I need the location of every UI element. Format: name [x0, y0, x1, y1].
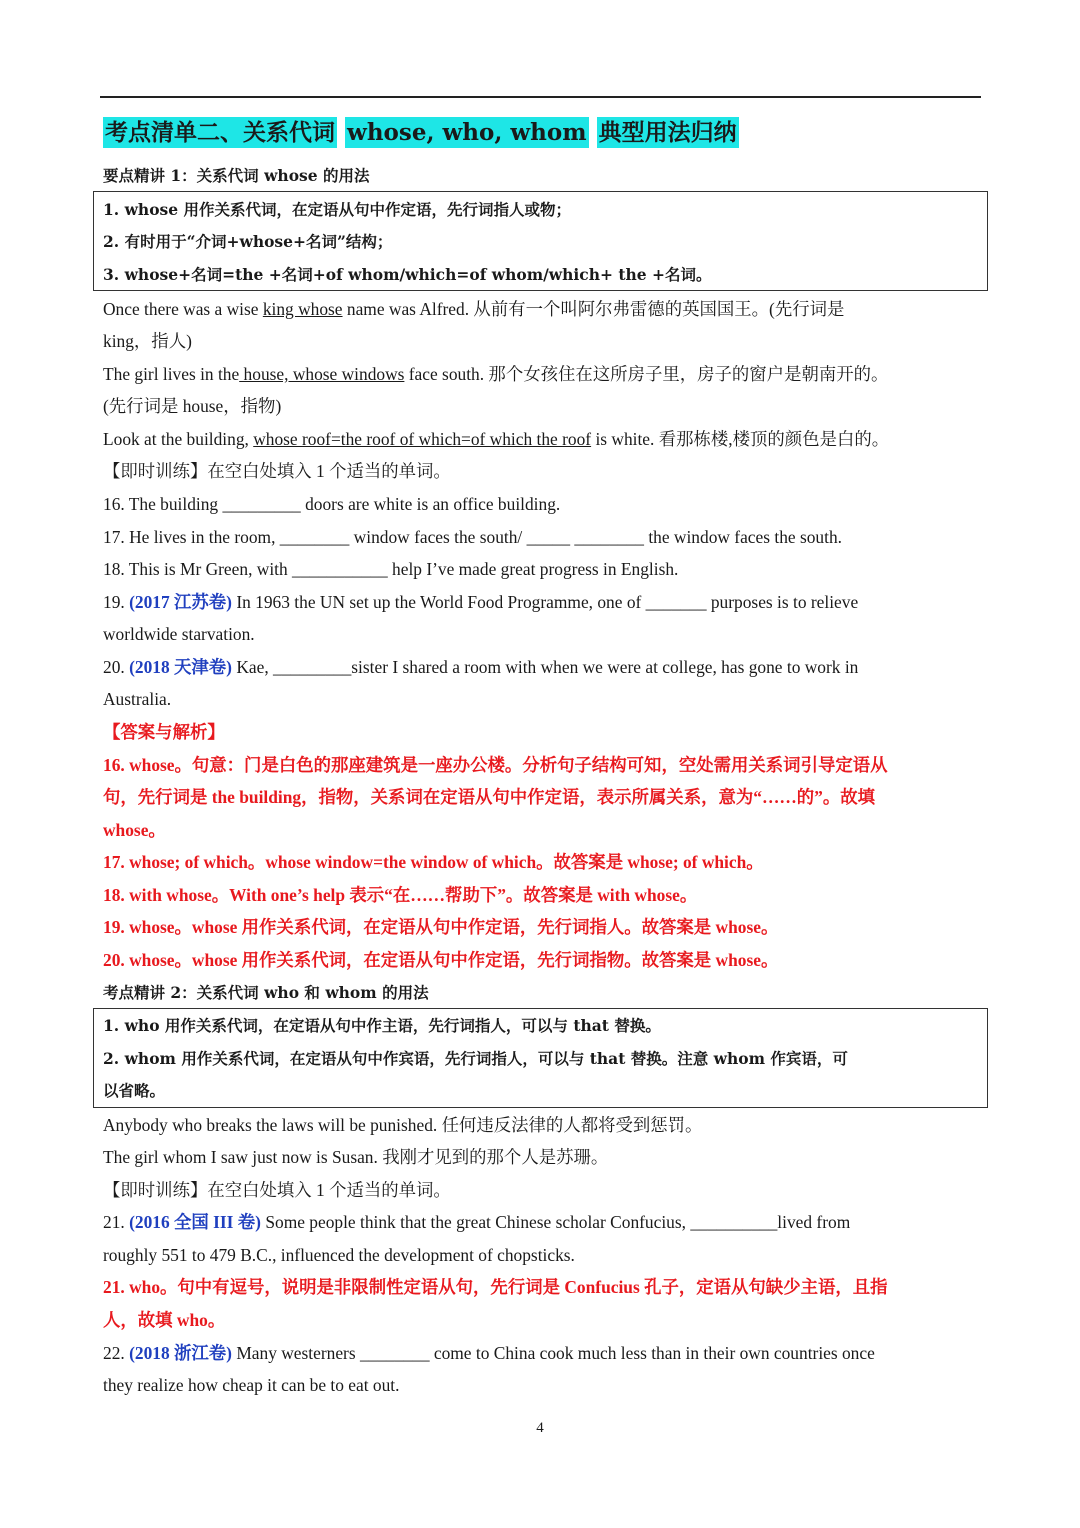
answer-16-line1: 16. whose。句意：门是白色的那座建筑是一座办公楼。分析句子结构可知，空处需用关系词引导定语从: [103, 755, 888, 775]
answer-17: 17. whose; of which。whose window=the window of which。故答案是 whose; of which。: [103, 852, 764, 872]
title-part2: whose, who, whom: [347, 119, 587, 146]
section2-heading: 考点精讲 2：关系代词 who 和 whom 的用法: [103, 983, 429, 1002]
answer-18: 18. with whose。With one’s help 表示“在……帮助下”。故答案是 with whose。: [103, 885, 698, 905]
practice-label-1: 【即时训练】在空白处填入 1 个适当的单词。: [103, 461, 451, 481]
source-tag: (2018 天津卷): [129, 657, 232, 677]
question-19-line1: 19. (2017 江苏卷) In 1963 the UN set up the World Food Programme, one of _______ purposes is to relieve: [103, 592, 859, 612]
page-number: 4: [536, 1420, 544, 1436]
example-1-line1: Once there was a wise king whose name was Alfred. 从前有一个叫阿尔弗雷德的英国国王。(先行词是: [103, 299, 845, 319]
example-1-line2: king，指人): [103, 331, 192, 351]
example-who: Anybody who breaks the laws will be punished. 任何违反法律的人都将受到惩罚。: [103, 1115, 703, 1135]
answer-20: 20. whose。whose 用作关系代词，在定语从句中作定语，先行词指物。故答案是 whose。: [103, 950, 779, 970]
question-22-line1: 22. (2018 浙江卷) Many westerners ________ come to China cook much less than in their own countries once: [103, 1343, 875, 1363]
answer-16-line2: 句，先行词是 the building，指物，关系词在定语从句中作定语，表示所属关系，意为“……的”。故填: [103, 787, 875, 807]
answer-21-line1: 21. who。句中有逗号，说明是非限制性定语从句，先行词是 Confucius 孔子，定语从句缺少主语，且指: [103, 1277, 888, 1297]
section1-heading: 要点精讲 1：关系代词 whose 的用法: [103, 166, 370, 185]
rule-whom-line1: 2. whom 用作关系代词，在定语从句中作宾语，先行词指人，可以与 that 替换。注意 whom 作宾语，可: [103, 1049, 848, 1068]
source-tag: (2018 浙江卷): [129, 1343, 232, 1363]
answer-19: 19. whose。whose 用作关系代词，在定语从句中作定语，先行词指人。故答案是 whose。: [103, 917, 779, 937]
header-rule: [100, 96, 981, 98]
question-17: 17. He lives in the room, ________ window faces the south/ _____ ________ the window faces the south.: [103, 527, 842, 547]
answer-21-line2: 人，故填 who。: [103, 1310, 226, 1330]
source-tag: (2017 江苏卷): [129, 592, 232, 612]
question-21-line2: roughly 551 to 479 B.C., influenced the development of chopsticks.: [103, 1245, 575, 1265]
example-3: Look at the building, whose roof=the roof of which=of which the roof is white. 看那栋楼,楼顶的颜色是白的。: [103, 429, 890, 449]
rule-who: 1. who 用作关系代词，在定语从句中作主语，先行词指人，可以与 that 替换。: [103, 1016, 661, 1035]
page-title: [103, 114, 739, 150]
question-21-line1: 21. (2016 全国 III 卷) Some people think that the great Chinese scholar Confucius, __________lived from: [103, 1212, 851, 1232]
answer-heading: 【答案与解析】: [103, 722, 225, 742]
rule-2: 2. 有时用于“介词+whose+名词”结构；: [103, 232, 393, 251]
title-part1: 考点清单二、关系代词: [105, 119, 335, 146]
question-18: 18. This is Mr Green, with ___________ help I’ve made great progress in English.: [103, 559, 679, 579]
example-2-line2: (先行词是 house，指物): [103, 396, 282, 416]
example-2-line1: The girl lives in the house, whose windows face south. 那个女孩住在这所房子里，房子的窗户是朝南开的。: [103, 364, 889, 384]
rule-whom-line2: 以省略。: [103, 1081, 166, 1100]
rule-3: 3. whose+名词=the +名词+of whom/which=of whom/which+ the +名词。: [103, 265, 712, 284]
practice-label-2: 【即时训练】在空白处填入 1 个适当的单词。: [103, 1180, 451, 1200]
question-20-line2: Australia.: [103, 689, 172, 709]
question-19-line2: worldwide starvation.: [103, 624, 255, 644]
question-16: 16. The building _________ doors are white is an office building.: [103, 494, 561, 514]
question-20-line1: 20. (2018 天津卷) Kae, _________sister I shared a room with when we were at college, has gone to work in: [103, 657, 859, 677]
title-part3: 典型用法归纳: [598, 119, 737, 146]
question-22-line2: they realize how cheap it can be to eat out.: [103, 1375, 400, 1395]
example-whom: The girl whom I saw just now is Susan. 我刚才见到的那个人是苏珊。: [103, 1147, 609, 1167]
rule-1: 1. whose 用作关系代词，在定语从句中作定语，先行词指人或物；: [103, 200, 572, 219]
source-tag: (2016 全国 III 卷): [129, 1212, 261, 1232]
answer-16-line3: whose。: [103, 820, 166, 840]
